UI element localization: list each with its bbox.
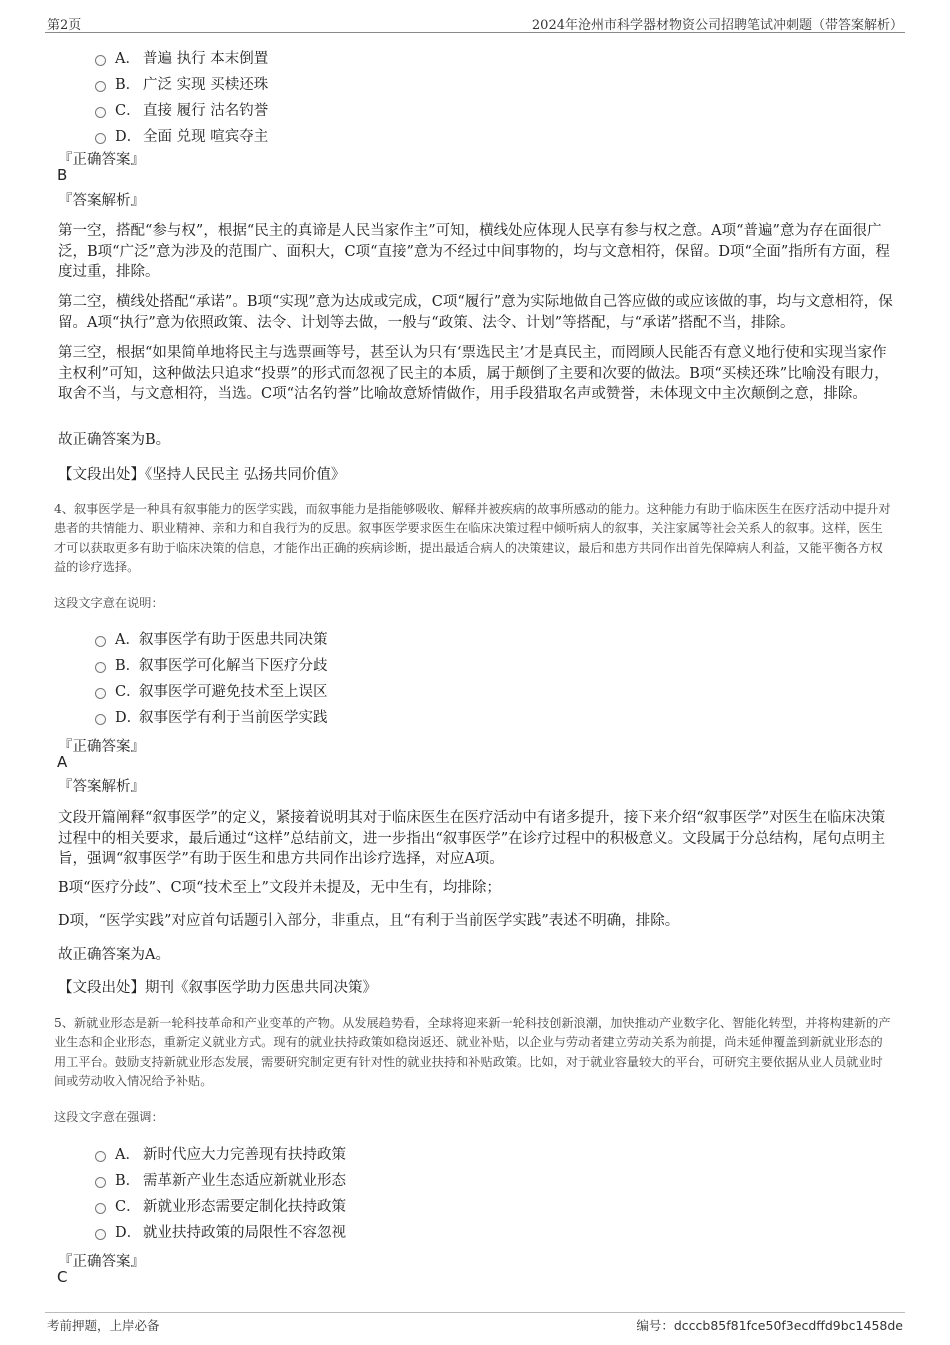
q3-options [95, 44, 268, 148]
radio-icon[interactable] [95, 55, 106, 66]
radio-icon[interactable] [95, 1203, 106, 1214]
radio-icon[interactable] [95, 133, 106, 144]
q3-option-d[interactable]: D． 全面 兑现 喧宾夺主 [95, 122, 268, 148]
radio-icon[interactable] [95, 714, 106, 725]
q4-answer: A [57, 753, 68, 771]
document-title: 2024年沧州市科学器材物资公司招聘笔试冲刺题（带答案解析） [531, 18, 903, 33]
q4-answer-label: 『正确答案』 [58, 739, 145, 755]
q3-answer: B [57, 166, 68, 184]
q4-options [95, 625, 328, 729]
q3-analysis-p1: 第一空，搭配“参与权”，根据“民主的真谛是人民当家作主”可知，横线处应体现人民享有参与权之意。A项“普遍”意为存在面很广泛，B项“广泛”意为涉及的范围广、面积大，C项“直接”意为不经过中间事物的，均与文意相符，保留。D项“全面”指所有方面，程度过重，排除。 [58, 223, 890, 280]
q3-option-a[interactable]: A． 普遍 执行 本末倒置 [95, 44, 268, 70]
q4-analysis-p2: B项“医疗分歧”、C项“技术至上”文段并未提及，无中生有，均排除； [58, 880, 501, 896]
q5-prompt: 这段文字意在强调： [54, 1110, 164, 1124]
footer-slogan: 考前押题，上岸必备 [47, 1318, 160, 1333]
q5-answer: C [57, 1268, 68, 1286]
q3-analysis-label: 『答案解析』 [58, 193, 145, 209]
q4-prompt: 这段文字意在说明： [54, 596, 164, 610]
q4-option-c[interactable]: C． 叙事医学可避免技术至上误区 [95, 677, 328, 703]
q5-option-d[interactable]: D． 就业扶持政策的局限性不容忽视 [95, 1218, 346, 1244]
q4-stem: 4、叙事医学是一种具有叙事能力的医学实践，而叙事能力是指能够吸收、解释并被疾病的故事所感动的能力。这种能力有助于临床医生在医疗活动中提升对患者的共情能力、职业精神、亲和力和自我行为的反思。叙事医学要求医生在临床决策过程中倾听病人的叙事，关注家属等社会关系人的叙事。这样，医生才可以获取更多有助于临床决策的信息，才能作出正确的疾病诊断，提出最适合病人的决策建议，最后和患方共同作出首先保障病人利益，又能平衡各方权益的诊疗选择。 [54, 502, 891, 575]
radio-icon[interactable] [95, 662, 106, 673]
radio-icon[interactable] [95, 1229, 106, 1240]
q4-source: 【文段出处】期刊《叙事医学助力医患共同决策》 [58, 980, 377, 996]
q3-option-b[interactable]: B． 广泛 实现 买椟还珠 [95, 70, 268, 96]
radio-icon[interactable] [95, 688, 106, 699]
q4-option-d[interactable]: D． 叙事医学有利于当前医学实践 [95, 703, 328, 729]
q5-stem: 5、新就业形态是新一轮科技革命和产业变革的产物。从发展趋势看，全球将迎来新一轮科技创新浪潮，加快推动产业数字化、智能化转型，并将构建新的产业生态和企业形态，重新定义就业方式。现有的就业扶持政策如稳岗返还、就业补贴，以企业与劳动者建立劳动关系为前提，尚未延伸覆盖到新就业形态的用工平台。鼓励支持新就业形态发展，需要研究制定更有针对性的就业扶持和补贴政策。比如，对于就业容量较大的平台，可研究主要依据从业人员就业时间或劳动收入情况给予补贴。 [54, 1016, 891, 1089]
q3-conclusion: 故正确答案为B。 [58, 432, 171, 448]
q3-answer-label: 『正确答案』 [58, 152, 145, 168]
q3-analysis-p2: 第二空，横线处搭配“承诺”。B项“实现”意为达成或完成，C项“履行”意为实际地做自己答应做的或应该做的事，均与文意相符，保留。A项“执行”意为依照政策、法令、计划等去做，一般与“政策、法令、计划”等搭配，与“承诺”搭配不当，排除。 [58, 294, 893, 331]
q4-conclusion: 故正确答案为A。 [58, 947, 170, 963]
document-id: 编号：dcccb85f81fce50f3ecdffd9bc1458de [636, 1318, 903, 1333]
q4-option-a[interactable]: A． 叙事医学有助于医患共同决策 [95, 625, 328, 651]
q4-analysis-label: 『答案解析』 [58, 779, 145, 795]
q4-analysis-p1: 文段开篇阐释“叙事医学”的定义，紧接着说明其对于临床医生在医疗活动中有诸多提升，接下来介绍“叙事医学”对医生在临床决策过程中的相关要求，最后通过“这样”总结前文，进一步指出“叙事医学”在诊疗过程中的积极意义。文段属于分总结构，尾句点明主旨，强调“叙事医学”有助于医生和患方共同作出诊疗选择，对应A项。 [58, 810, 886, 867]
q5-option-a[interactable]: A． 新时代应大力完善现有扶持政策 [95, 1140, 346, 1166]
q5-answer-label: 『正确答案』 [58, 1254, 145, 1270]
radio-icon[interactable] [95, 107, 106, 118]
page-number: 第2页 [47, 18, 82, 33]
page-footer [45, 1312, 905, 1335]
q5-options [95, 1140, 346, 1244]
q5-option-c[interactable]: C． 新就业形态需要定制化扶持政策 [95, 1192, 346, 1218]
page-header [45, 12, 905, 33]
q3-analysis-p3: 第三空，根据“如果简单地将民主与选票画等号，甚至认为只有‘票选民主’才是真民主，而罔顾人民能否有意义地行使和实现当家作主权利”可知，这种做法只追求“投票”的形式而忽视了民主的本质，属于颠倒了主要和次要的做法。B项“买椟还珠”比喻没有眼力，取舍不当，与文意相符，当选。C项“沽名钓誉”比喻故意矫情做作，用手段猎取名声或赞誉，未体现文中主次颠倒之意，排除。 [58, 345, 889, 402]
q4-analysis-p3: D项，“医学实践”对应首句话题引入部分，非重点，且“有利于当前医学实践”表述不明确，排除。 [58, 913, 680, 929]
q3-source: 【文段出处】《坚持人民民主 弘扬共同价值》 [58, 467, 346, 483]
radio-icon[interactable] [95, 1151, 106, 1162]
q4-option-b[interactable]: B． 叙事医学可化解当下医疗分歧 [95, 651, 328, 677]
q5-option-b[interactable]: B． 需革新产业生态适应新就业形态 [95, 1166, 346, 1192]
q3-option-c[interactable]: C． 直接 履行 沽名钓誉 [95, 96, 268, 122]
radio-icon[interactable] [95, 636, 106, 647]
radio-icon[interactable] [95, 1177, 106, 1188]
radio-icon[interactable] [95, 81, 106, 92]
